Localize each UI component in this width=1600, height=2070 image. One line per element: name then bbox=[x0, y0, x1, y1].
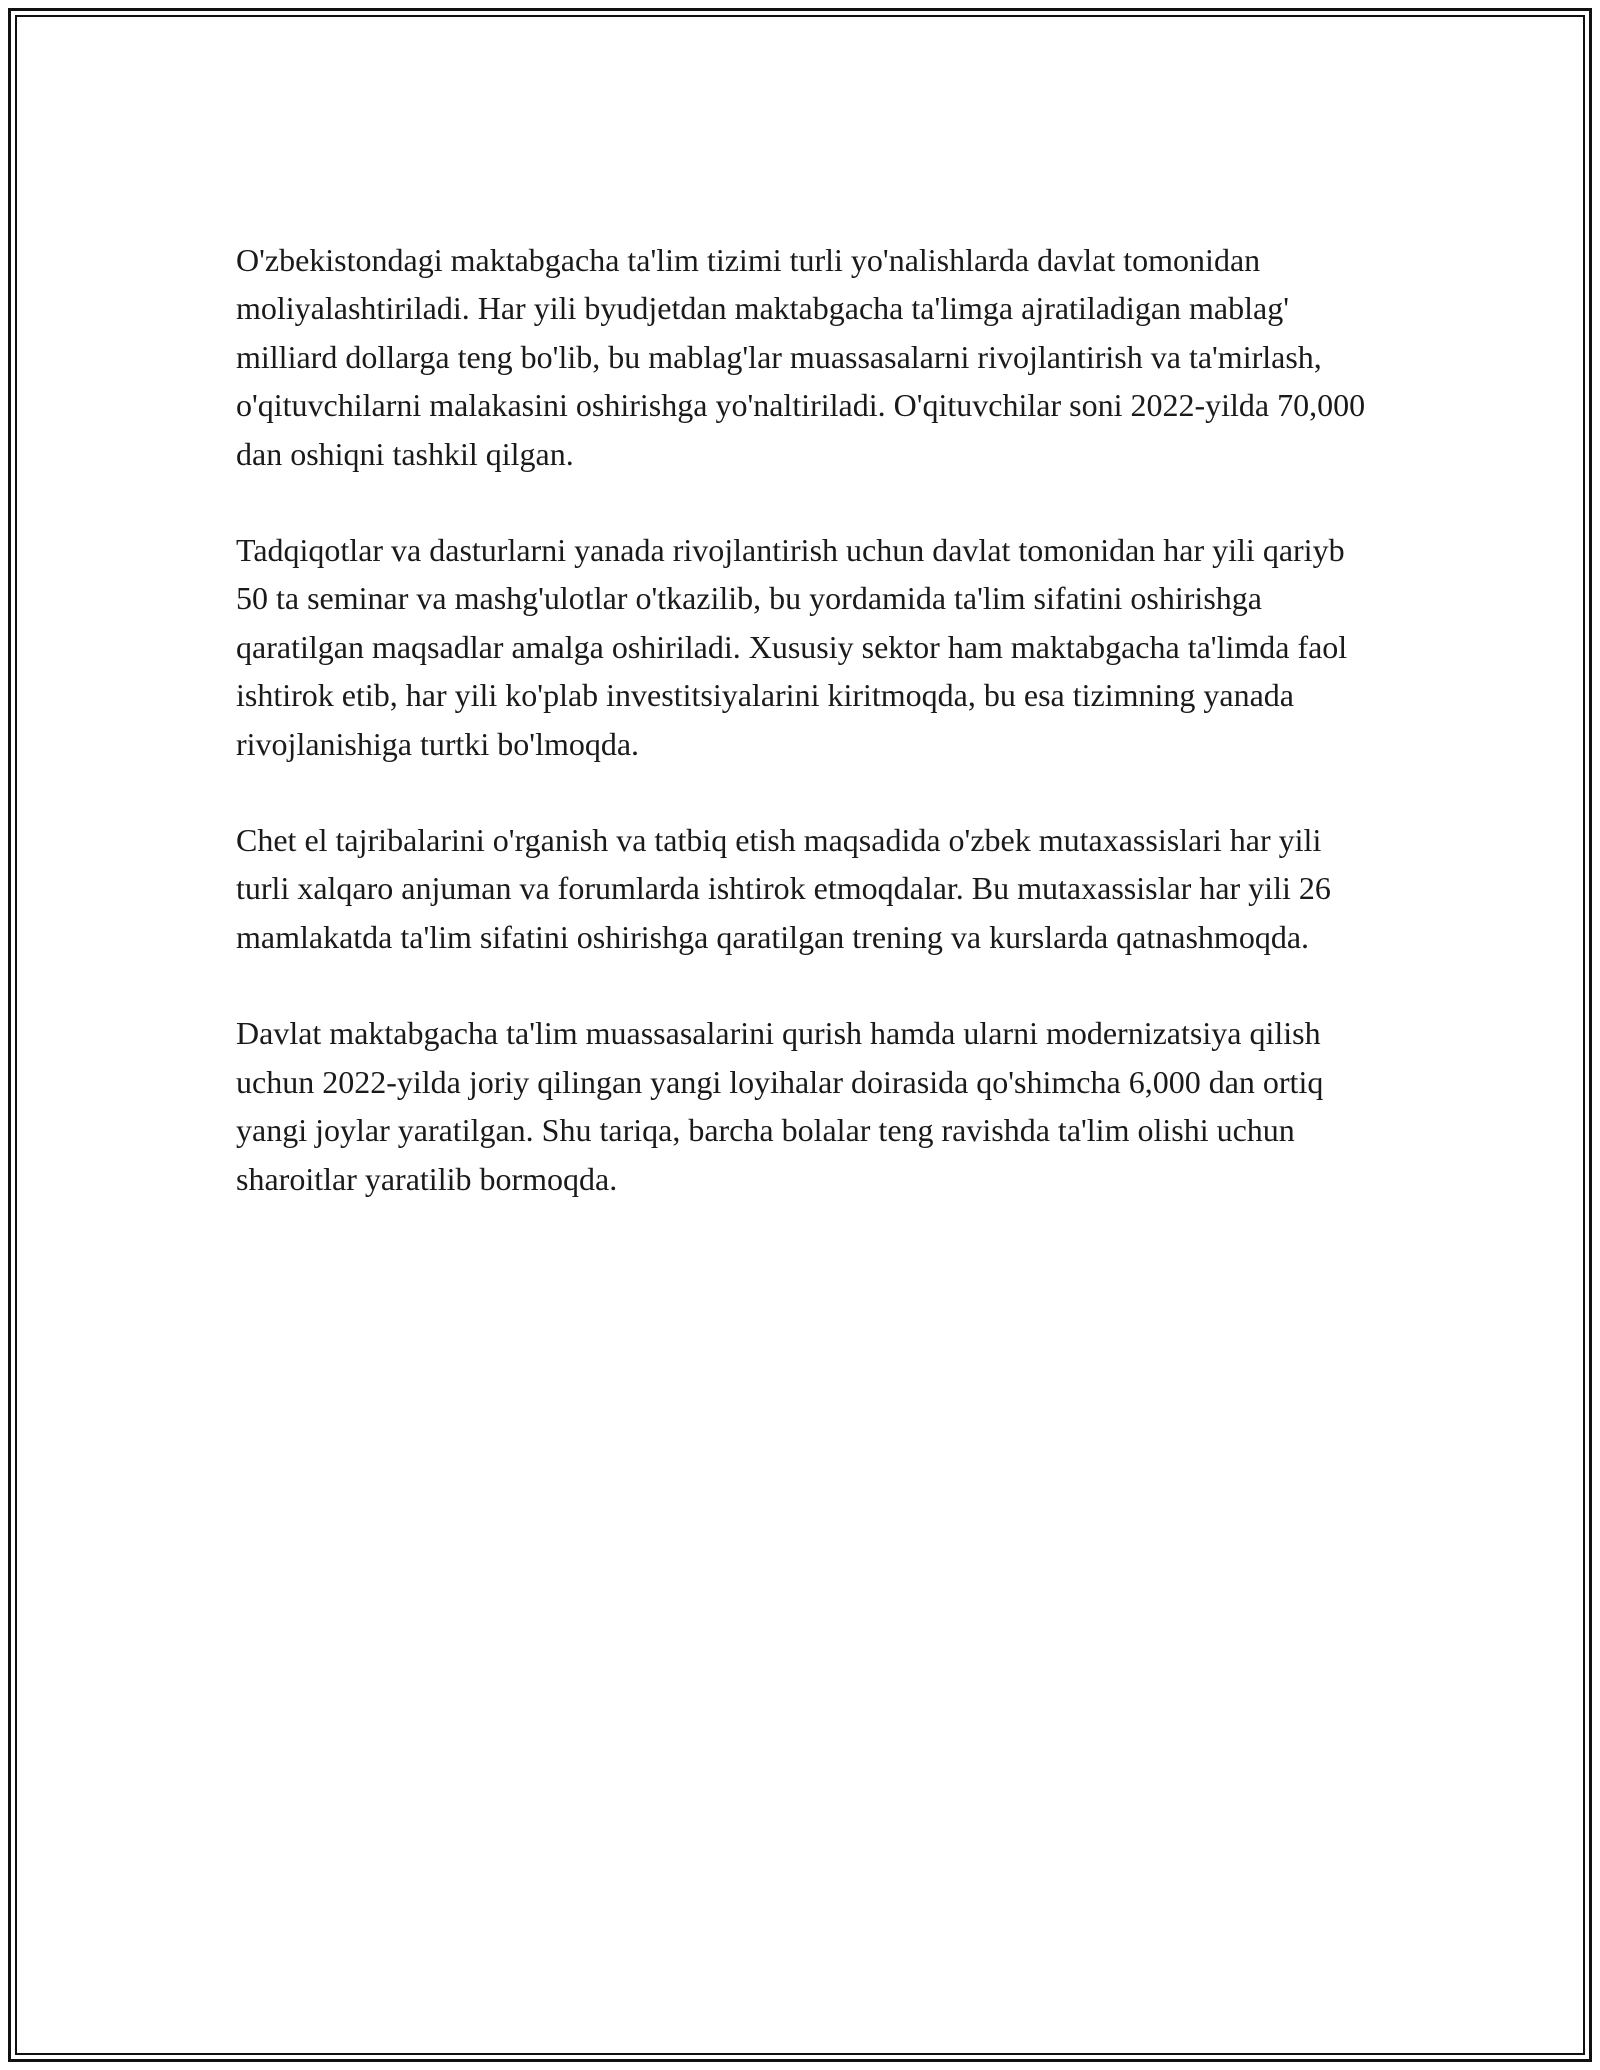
paragraph-4: Davlat maktabgacha ta'lim muassasalarini qurish hamda ularni modernizatsiya qilish uchun 2022-yilda joriy qilingan yangi loyihalar doirasida qo'shimcha 6,000 dan ortiq yangi joylar yaratilgan. Shu tariqa, barcha bolalar teng ravishda ta'lim olishi uchun sharoitlar yaratilib bormoqda. bbox=[236, 1015, 1324, 1197]
document-body bbox=[236, 236, 1376, 1251]
paragraph-1: O'zbekistondagi maktabgacha ta'lim tizimi turli yo'nalishlarda davlat tomonidan moliyalashtiriladi. Har yili byudjetdan maktabgacha ta'limga ajratiladigan mablag' milliard dollarga teng bo'lib, bu mablag'lar muassasalarni rivojlantirish va ta'mirlash, o'qituvchilarni malakasini oshirishga yo'naltiriladi. O'qituvchilar soni 2022-yilda 70,000 dan oshiqni tashkil qilgan. bbox=[236, 242, 1366, 472]
paragraph-3: Chet el tajribalarini o'rganish va tatbiq etish maqsadida o'zbek mutaxassislari har yili turli xalqaro anjuman va forumlarda ishtirok etmoqdalar. Bu mutaxassislar har yili 26 mamlakatda ta'lim sifatini oshirishga qaratilgan trening va kurslarda qatnashmoqda. bbox=[236, 822, 1331, 955]
paragraph-2: Tadqiqotlar va dasturlarni yanada rivojlantirish uchun davlat tomonidan har yili qariyb 50 ta seminar va mashg'ulotlar o'tkazilib, bu yordamida ta'lim sifatini oshirishga qaratilgan maqsadlar amalga oshiriladi. Xususiy sektor ham maktabgacha ta'limda faol ishtirok etib, har yili ko'plab investitsiyalarini kiritmoqda, bu esa tizimning yanada rivojlanishiga turtki bo'lmoqda. bbox=[236, 532, 1348, 762]
